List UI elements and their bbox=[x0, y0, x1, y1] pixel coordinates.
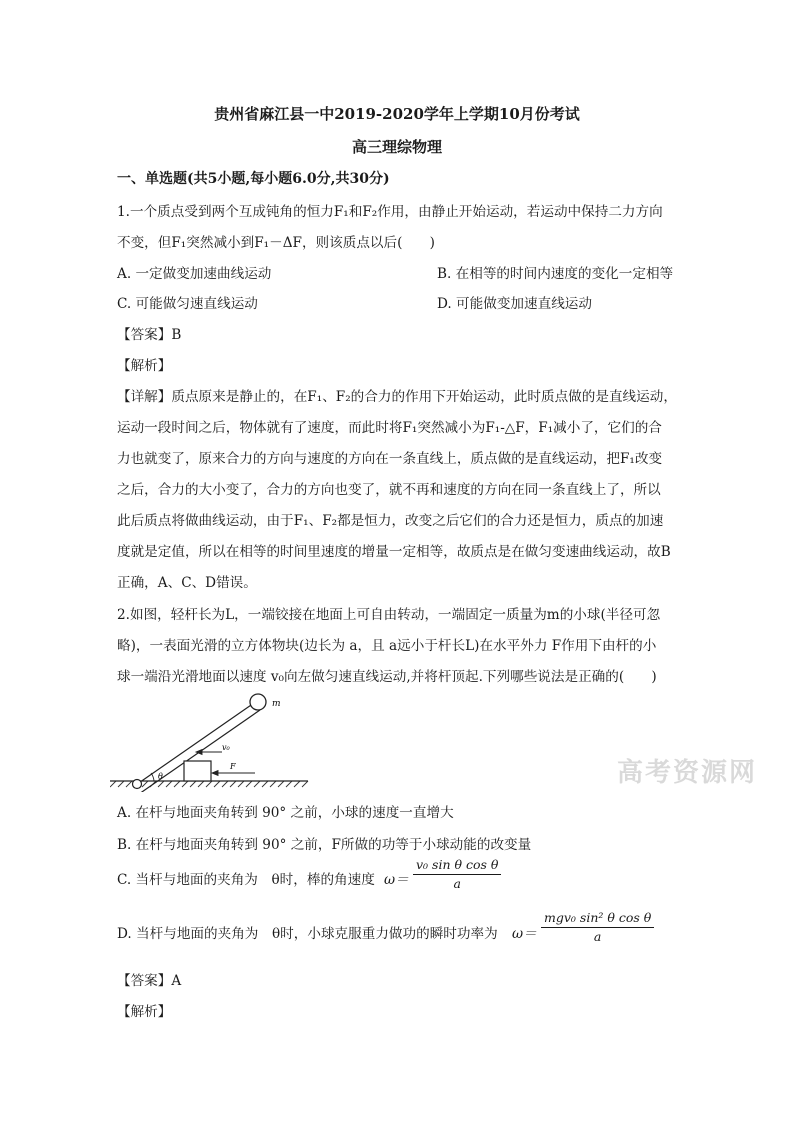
q2-option-d-omega: ω＝ bbox=[512, 926, 537, 942]
q1-option-d: D. 可能做变加速直线运动 bbox=[437, 296, 592, 312]
q1-detail-line: 力也就变了，原来合力的方向与速度的方向在一条直线上，质点做的是直线运动，把F₁改变 bbox=[117, 451, 663, 467]
q1-stem-line2: 不变，但F₁突然减小到F₁－ΔF，则该质点以后( ) bbox=[117, 235, 435, 251]
q1-option-c: C. 可能做匀速直线运动 bbox=[117, 296, 258, 312]
label-v0: v₀ bbox=[222, 743, 230, 752]
q2-analysis-label: 【解析】 bbox=[117, 1004, 172, 1020]
q2-answer: 【答案】A bbox=[117, 973, 182, 989]
q1-option-a: A. 一定做变加速曲线运动 bbox=[117, 266, 272, 282]
q1-option-b: B. 在相等的时间内速度的变化一定相等 bbox=[437, 266, 674, 282]
watermark: 高考资源网 bbox=[617, 758, 758, 788]
q1-detail-line: 此后质点将做曲线运动，由于F₁、F₂都是恒力，改变之后它们的合力还是恒力，质点的加速 bbox=[117, 513, 664, 529]
q2-option-a: A. 在杆与地面夹角转到 90° 之前，小球的速度一直增大 bbox=[117, 805, 454, 821]
lever-figure bbox=[110, 690, 310, 792]
exam-title: 贵州省麻江县一中2019-2020学年上学期10月份考试 bbox=[214, 105, 580, 123]
q1-detail-line: 之后，合力的大小变了，合力的方向也变了，就不再和速度的方向在同一条直线上了，所以 bbox=[117, 482, 661, 498]
label-m: m bbox=[272, 699, 281, 709]
q1-analysis-label: 【解析】 bbox=[117, 358, 172, 374]
fraction-denominator: a bbox=[453, 876, 461, 891]
q2-stem-line: 球一端沿光滑地面以速度 v₀向左做匀速直线运动,并将杆顶起.下列哪些说法是正确的( ) bbox=[117, 669, 657, 685]
exam-subtitle: 高三理综物理 bbox=[351, 138, 442, 156]
q2-option-d: D. 当杆与地面的夹角为 θ时，小球克服重力做功的瞬时功率为 bbox=[117, 926, 498, 942]
ball bbox=[250, 694, 266, 710]
q1-detail-line: 正确，A、C、D错误。 bbox=[117, 575, 257, 591]
q2-stem-line: 略)，一表面光滑的立方体物块(边长为 a，且 a远小于杆长L)在水平外力 F作用下由杆的小 bbox=[117, 638, 657, 654]
force-arrow bbox=[212, 771, 255, 776]
q2-option-c-omega: ω＝ bbox=[384, 872, 409, 888]
q2-option-d-fraction bbox=[541, 910, 654, 944]
q2-stem-line: 2.如图，轻杆长为L，一端铰接在地面上可自由转动，一端固定一质量为m的小球(半径可忽 bbox=[117, 607, 661, 623]
q2-option-b: B. 在杆与地面夹角转到 90° 之前，F所做的功等于小球动能的改变量 bbox=[117, 837, 532, 853]
pivot bbox=[133, 780, 142, 789]
q1-stem-line1: 1.一个质点受到两个互成钝角的恒力F₁和F₂作用，由静止开始运动，若运动中保持二力方向 bbox=[117, 204, 663, 220]
label-F: F bbox=[230, 762, 236, 771]
q2-option-c: C. 当杆与地面的夹角为 θ时，棒的角速度 bbox=[117, 872, 375, 888]
theta-arc bbox=[151, 773, 154, 781]
fraction-numerator: mgv₀ sin² θ cos θ bbox=[541, 910, 654, 928]
q1-detail-line: 运动一段时间之后，物体就有了速度，而此时将F₁突然减小为F₁-△F，F₁减小了，它们的合 bbox=[117, 420, 662, 436]
section-heading: 一、单选题(共5小题,每小题6.0分,共30分) bbox=[117, 171, 390, 187]
velocity-arrow bbox=[196, 750, 222, 755]
q1-detail-line: 度就是定值，所以在相等的时间里速度的增量一定相等，故质点是在做匀变速曲线运动，故B bbox=[117, 544, 671, 560]
q1-answer: 【答案】B bbox=[117, 327, 182, 343]
label-theta: θ bbox=[158, 772, 163, 781]
q2-option-c-fraction bbox=[413, 857, 501, 891]
q1-detail-line: 【详解】质点原来是静止的，在F₁、F₂的合力的作用下开始运动，此时质点做的是直线运动， bbox=[117, 389, 677, 405]
fraction-denominator: a bbox=[593, 929, 602, 944]
cube-block bbox=[184, 761, 211, 781]
fraction-numerator: v₀ sin θ cos θ bbox=[413, 857, 501, 875]
